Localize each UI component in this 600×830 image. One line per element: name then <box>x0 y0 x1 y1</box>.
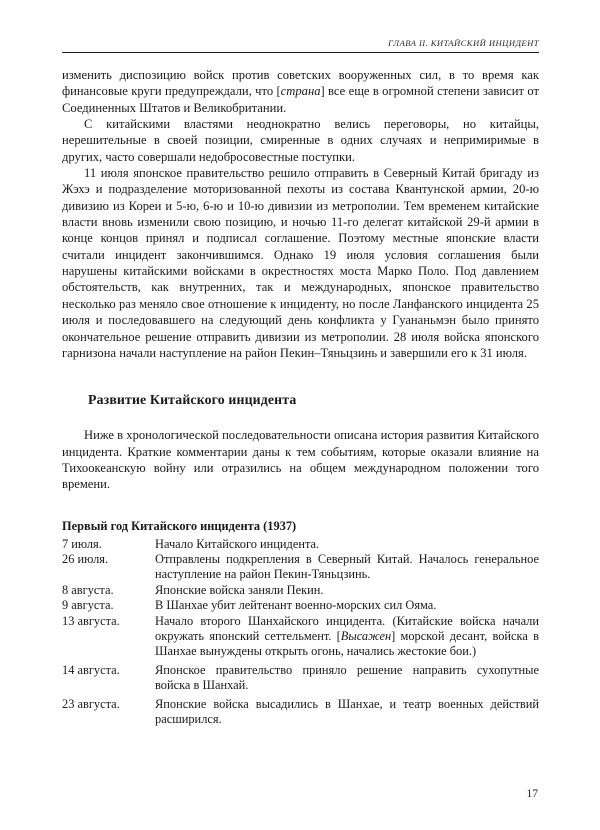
chronology-date: 7 июля. <box>62 536 102 551</box>
page-content <box>62 0 539 727</box>
paragraph-july-deployment: 11 июля японское правительство решило отправить в Северный Китай бригаду из Жэхэ и подразделение моторизованной пехоты из состава Квантунской армии, 20-ю дивизию из Кореи и 5-ю, 6-ю и 10-ю дивизии из метрополии. Тем временем китайские власти вновь изменили свою позицию, и ночью 11-го делегат китайской 29-й армии в конце концов принял и подписал соглашение. Поэтому местные японские власти считали инцидент закончившимся. Однако 19 июля условия соглашения были нарушены китайскими войсками в окрестностях моста Марко Поло. Под давлением обстоятельств, как внутренних, так и международных, японское правительство несколько раз меняло свое отношение к инциденту, но после Ланфанского инцидента 25 июля и последовавшего на следующий день конфликта у Гуананьмэн было принято окончательное решение отправить дивизии из метрополии. 28 июля войска японского гарнизона начали наступление на район Пекин–Тяньцзинь и завершили его к 31 июля. <box>62 166 539 360</box>
chronology-list <box>62 537 539 727</box>
paragraph-text-part-b: ] все еще в огромной степени зависит от Соединенных Штатов и Великобритании. <box>62 84 539 115</box>
section-intro-block <box>62 427 539 492</box>
chronology-event: Японские войска заняли Пекин. <box>155 582 324 597</box>
chronology-event-part-a: Начало второго Шанхайского инцидента. (Китайские войска начали окружать японский сеттельмент. [ <box>155 614 539 644</box>
paragraph-text-part-a: изменить диспозицию войск против советских вооруженных сил, в то время как финансовые круги предупреждали, что [ <box>62 68 539 99</box>
chronology-event: В Шанхае убит лейтенант военно-морских сил Ояма. <box>155 598 437 613</box>
section-heading: Развитие Китайского инцидента <box>88 392 297 408</box>
running-header: ГЛАВА II. КИТАЙСКИЙ ИНЦИДЕНТ <box>388 38 539 48</box>
chronology-date: 13 августа. <box>62 614 120 629</box>
chronology-row <box>62 614 539 659</box>
chronology-event: Японские войска высадились в Шанхае, и театр военных действий расширился. <box>155 696 539 726</box>
body-text-block <box>62 67 539 361</box>
page-number: 17 <box>526 788 538 800</box>
italic-term-vysazhen: Высажен <box>340 629 392 644</box>
chronology-event: Начало Китайского инцидента. <box>155 536 320 551</box>
header-rule <box>62 52 539 53</box>
chronology-row <box>62 537 539 552</box>
chronology-event: Японское правительство приняло решение направить сухопутные войска в Шанхай. <box>155 662 539 692</box>
chronology-row <box>62 663 539 693</box>
chronology-row <box>62 552 539 582</box>
chronology-row <box>62 697 539 727</box>
chronology-event <box>155 614 539 659</box>
chronology-date: 9 августа. <box>62 598 114 613</box>
chronology-row <box>62 598 539 613</box>
chronology-date: 14 августа. <box>62 662 120 677</box>
paragraph-negotiations: С китайскими властями неоднократно велись переговоры, но китайцы, нерешительные в своей позиции, смиренные в одних случаях и непримиримые в других, часто совершали недобросовестные поступки. <box>62 117 539 164</box>
paragraph-continuation <box>62 67 539 116</box>
section-intro-paragraph: Ниже в хронологической последовательности описана история развития Китайского инцидента. Краткие комментарии даны к тем событиям, которые оказали влияние на Тихоокеанскую войну или отразились на общем международном положении того времени. <box>62 428 539 492</box>
chronology-event: Отправлены подкрепления в Северный Китай. Началось генеральное наступление на район Пекин-Тяньцзинь. <box>155 552 539 582</box>
chronology-date: 23 августа. <box>62 696 120 711</box>
chronology-event-part-b: ] морской десант, войска в Шанхае вынуждены открыть огонь, начались жестокие бои.) <box>155 629 539 659</box>
chronology-date: 26 июля. <box>62 552 109 567</box>
chronology-heading: Первый год Китайского инцидента (1937) <box>62 518 297 533</box>
chronology-row <box>62 583 539 598</box>
chronology-date: 8 августа. <box>62 582 114 597</box>
italic-term-strana: страна <box>280 84 321 99</box>
